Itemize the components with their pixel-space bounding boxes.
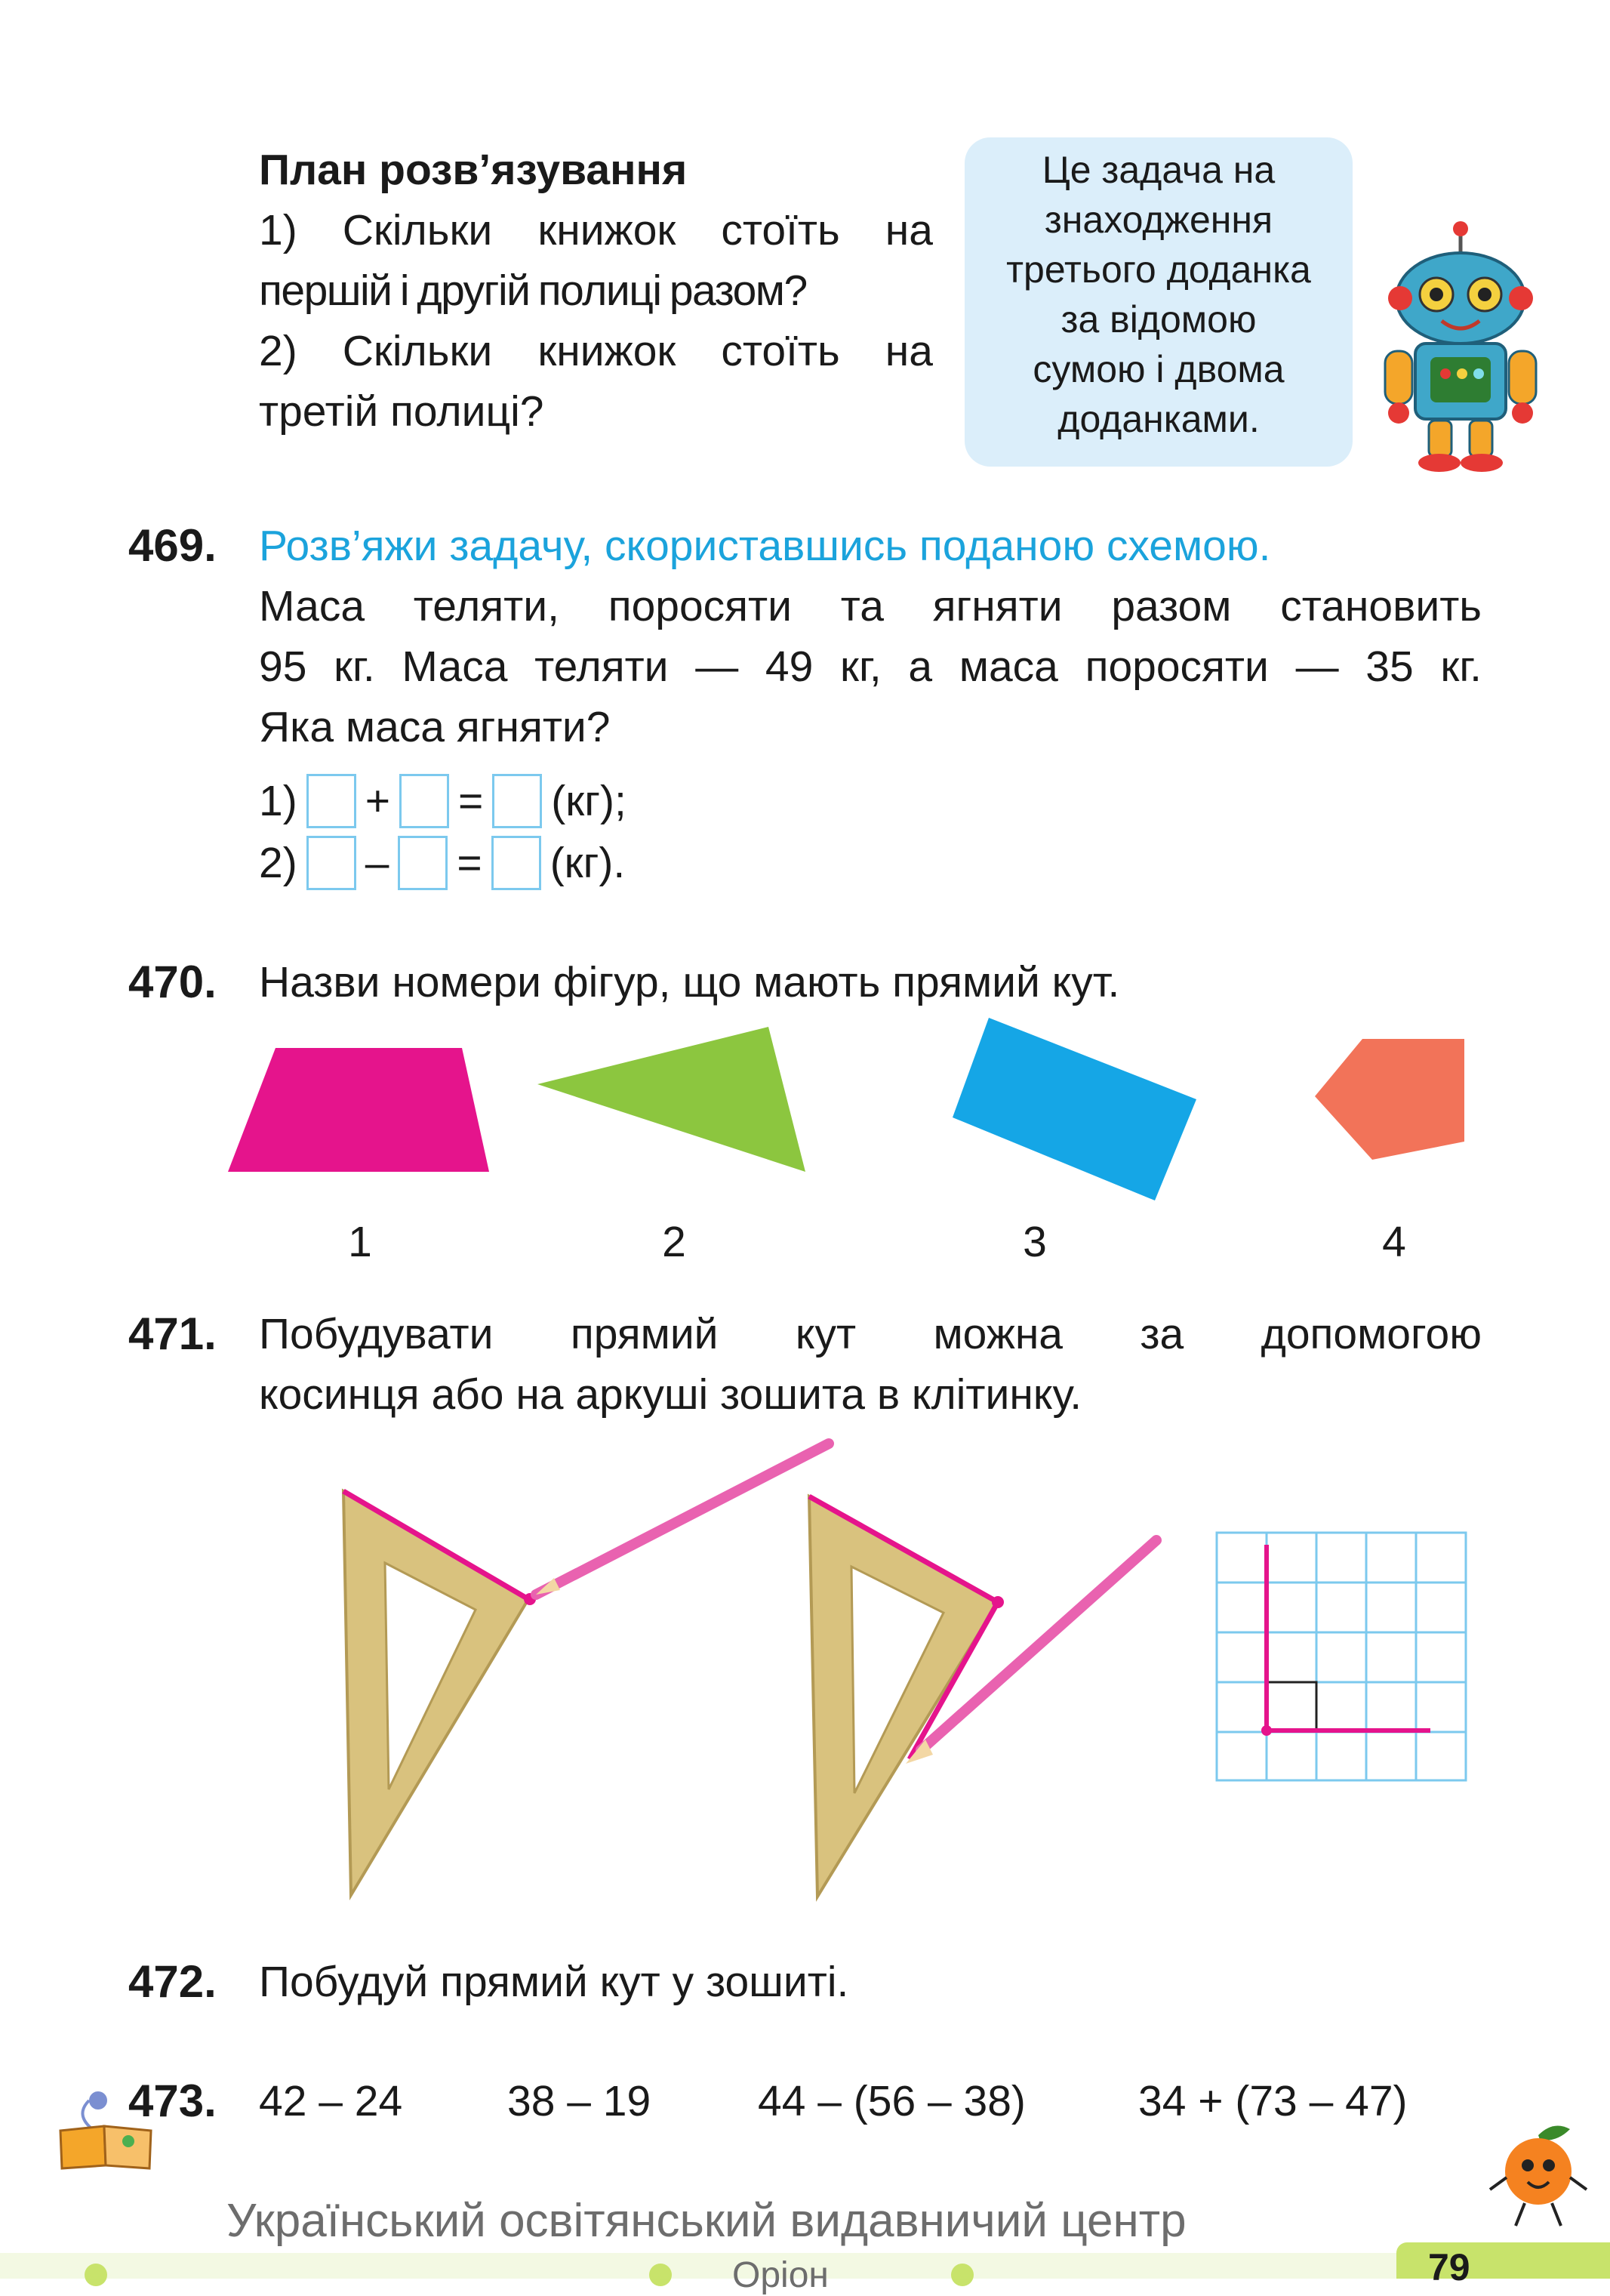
task-472-text: Побудуй прямий кут у зошиті. bbox=[259, 1958, 849, 2006]
equation-label: 2) bbox=[259, 839, 297, 887]
operator: – bbox=[365, 839, 389, 887]
robot-illustration bbox=[1370, 215, 1551, 476]
task-471-line-2: косинця або на аркуші зошита в клітинку. bbox=[259, 1370, 1082, 1419]
shape-1-trapezoid bbox=[228, 1048, 489, 1172]
plan-line-4: третій полиці? bbox=[259, 387, 544, 436]
answer-box[interactable] bbox=[399, 774, 449, 828]
task-469-number: 469. bbox=[128, 520, 217, 571]
equals-sign: = bbox=[457, 839, 482, 887]
tip-bubble bbox=[965, 137, 1353, 467]
tip-line: доданками. bbox=[1057, 398, 1260, 440]
grid-paper bbox=[1217, 1533, 1466, 1780]
task-471-line-1: Побудувати прямий кут можна за допомогою bbox=[259, 1310, 1482, 1358]
set-square-illustration bbox=[0, 1435, 1610, 1925]
shapes-figure bbox=[0, 1012, 1610, 1223]
answer-box[interactable] bbox=[398, 836, 448, 890]
answer-box[interactable] bbox=[306, 836, 356, 890]
task-469-instruction: Розв’яжи задачу, скориставшись поданою схемою. bbox=[259, 522, 1271, 570]
task-473-number: 473. bbox=[128, 2076, 217, 2126]
tip-line: сумою і двома bbox=[1033, 348, 1285, 390]
unit: (кг); bbox=[551, 777, 626, 825]
tip-line: за відомою bbox=[1061, 298, 1257, 341]
operator: + bbox=[365, 777, 390, 825]
task-473-expr-3: 44 – (56 – 38) bbox=[758, 2077, 1026, 2125]
publisher-name: Український освітянський видавничий центр bbox=[226, 2195, 1187, 2247]
orange-mascot bbox=[1485, 2120, 1591, 2233]
task-471-number: 471. bbox=[128, 1308, 217, 1359]
equation-row-1 bbox=[259, 770, 626, 832]
footer-middle: Оріон bbox=[732, 2255, 829, 2295]
shape-2-triangle bbox=[537, 1027, 805, 1172]
equation-label: 1) bbox=[259, 777, 297, 825]
task-470-number: 470. bbox=[128, 957, 217, 1007]
task-473-expr-4: 34 + (73 – 47) bbox=[1138, 2077, 1408, 2125]
answer-box[interactable] bbox=[491, 836, 541, 890]
page-number: 79 bbox=[1428, 2246, 1470, 2288]
page-number-tab bbox=[1396, 2242, 1610, 2288]
task-473-expr-1: 42 – 24 bbox=[259, 2077, 403, 2125]
answer-box[interactable] bbox=[306, 774, 356, 828]
shape-label: 2 bbox=[662, 1218, 686, 1266]
shape-4-pentagon bbox=[1315, 1039, 1464, 1160]
unit: (кг). bbox=[549, 839, 626, 887]
footer-dot bbox=[649, 2264, 672, 2286]
equation-row-2 bbox=[259, 832, 625, 894]
shape-3-rectangle bbox=[953, 1018, 1196, 1200]
answer-box[interactable] bbox=[492, 774, 542, 828]
task-469-line-1: Маса теляти, поросяти та ягняти разом становить bbox=[259, 582, 1482, 630]
tip-line: знаходження bbox=[1044, 199, 1273, 241]
set-square-right bbox=[809, 1496, 998, 1897]
task-473-expr-2: 38 – 19 bbox=[507, 2077, 651, 2125]
tip-line: Це задача на bbox=[1042, 149, 1276, 191]
plan-line-1: 1) Скільки книжок стоїть на bbox=[259, 206, 933, 254]
task-469-line-2: 95 кг. Маса теляти — 49 кг, а маса поросяти — 35 кг. bbox=[259, 643, 1482, 691]
pencil bbox=[536, 1444, 829, 1595]
task-469-line-3: Яка маса ягняти? bbox=[259, 703, 611, 751]
shape-label: 1 bbox=[348, 1218, 372, 1266]
footer-dot bbox=[951, 2264, 974, 2286]
plan-line-3: 2) Скільки книжок стоїть на bbox=[259, 327, 933, 375]
footer-dot bbox=[85, 2264, 107, 2286]
plan-line-2: першій і другій полиці разом? bbox=[259, 267, 807, 315]
plan-title: План розв’язування bbox=[259, 146, 688, 194]
shape-label: 3 bbox=[1023, 1218, 1047, 1266]
task-472-number: 472. bbox=[128, 1956, 217, 2007]
shape-label: 4 bbox=[1382, 1218, 1406, 1266]
task-470-text: Назви номери фігур, що мають прямий кут. bbox=[259, 958, 1120, 1006]
tip-line: третього доданка bbox=[1006, 248, 1311, 291]
equals-sign: = bbox=[457, 777, 484, 825]
